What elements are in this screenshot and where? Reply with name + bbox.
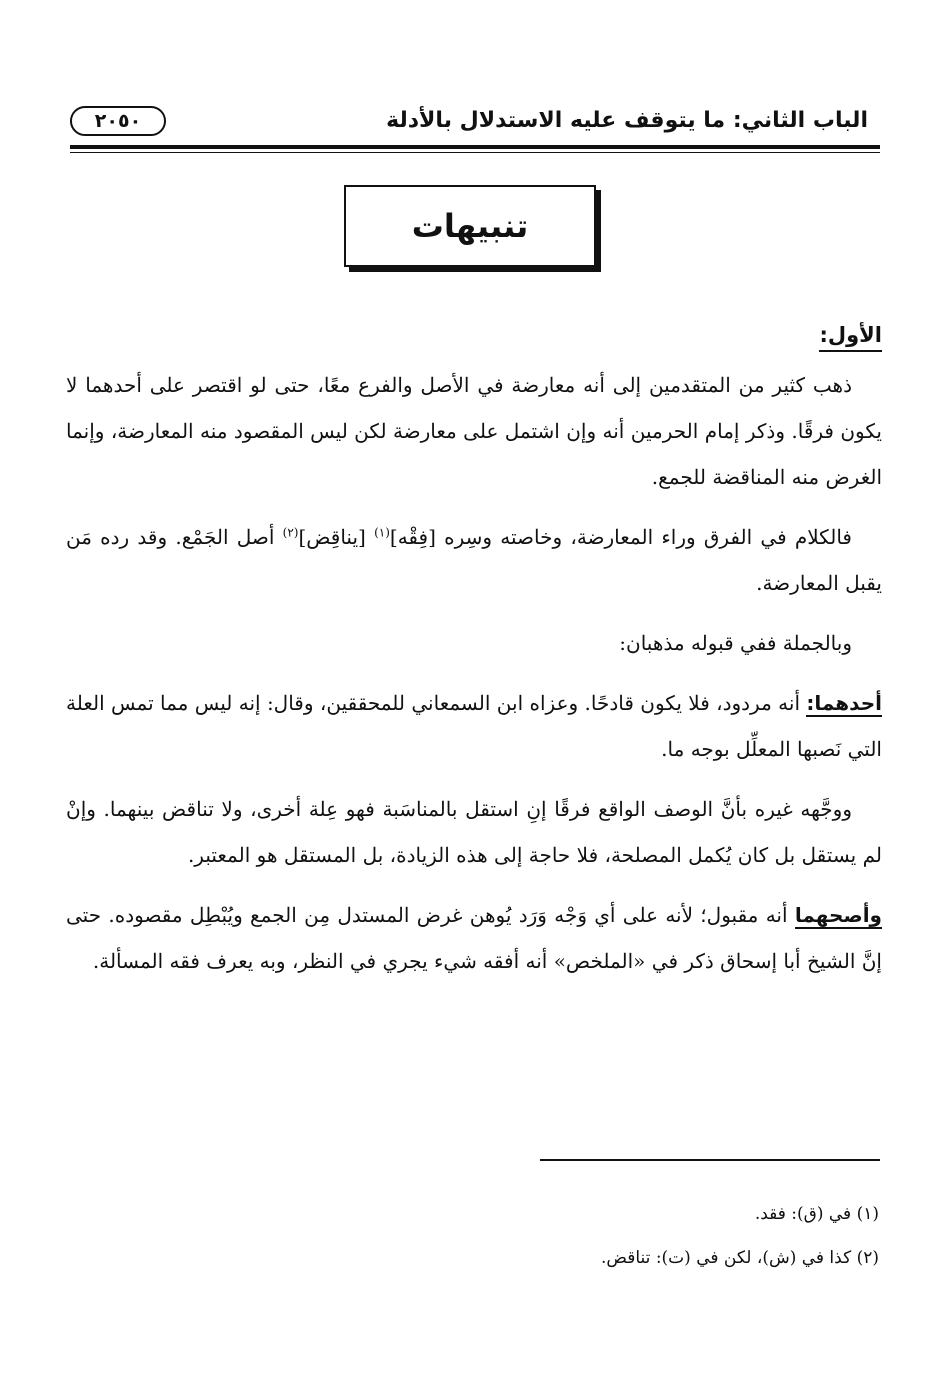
paragraph-5: ووجَّهه غيره بأنَّ الوصف الواقع فرقًا إنِ استقل بالمناسَبة فهو عِلة أخرى، ولا تناقض بينهما. وإنْ لم يستقل بل كان يُكمل المصلحة، فلا حاجة إلى هذه الزيادة، بل المستقل هو المعتبر. (66, 797, 882, 867)
paragraph-2-part-b: [يناقِض] (298, 525, 375, 549)
section-title-box (344, 185, 596, 267)
page-header (70, 104, 880, 144)
footnote-1: (١) في (ق): فقد. (754, 1204, 879, 1224)
paragraph-1: ذهب كثير من المتقدمين إلى أنه معارضة في الأصل والفرع معًا، حتى لو اقتصر على أحدهما لا يكون فرقًا. وذكر إمام الحرمين أنه وإن اشتمل على معارضة لكن ليس المقصود منه المعارضة، وإنما الغرض منه المناقضة للجمع. (66, 373, 882, 489)
paragraph-3: وبالجملة ففي قبوله مذهبان: (619, 631, 852, 655)
paragraph-4-text: أنه مردود، فلا يكون قادحًا. وعزاه ابن السمعاني للمحققين، وقال: إنه ليس مما تمس العلة التي نَصبها المعلِّل بوجه ما. (66, 691, 882, 761)
footnote-ref-1: (١) (374, 525, 390, 540)
footnote-ref-2: (٢) (282, 525, 299, 540)
header-rule-thin (70, 152, 880, 153)
paragraph-6-text: أنه مقبول؛ لأنه على أي وَجْه وَرَد يُوهن غرض المستدل مِن الجمع ويُبْطِل مقصوده. حتى إنَّ الشيخ أبا إسحاق ذكر في «الملخص» أنه أفقه شيء يجري في النظر، وبه يعرف فقه المسألة. (66, 903, 882, 973)
subheading-first: الأول: (819, 320, 882, 352)
main-text (66, 312, 882, 998)
paragraph-6 (66, 892, 882, 984)
header-rule-thick (70, 145, 880, 149)
footnote-2: (٢) كذا في (ش)، لكن في (ت): تناقض. (601, 1248, 879, 1268)
paragraph-4 (66, 680, 882, 772)
page-number: ٢٠٥٠ (70, 106, 166, 136)
paragraph-2-part-a: فالكلام في الفرق وراء المعارضة، وخاصته وسِره [فِقْه] (389, 525, 852, 549)
paragraph-2 (66, 514, 882, 606)
section-title: تنبيهات (411, 207, 529, 245)
paragraph-2-part-c: أصل الجَمْع. وقد رده مَن يقبل المعارضة. (66, 525, 882, 595)
running-title: الباب الثاني: ما يتوقف عليه الاستدلال بالأدلة (386, 108, 868, 133)
footnotes (63, 1192, 879, 1280)
paragraph-6-lead: وأصحهما (794, 903, 882, 927)
paragraph-4-lead: أحدهما: (806, 691, 882, 715)
footnote-separator (540, 1159, 880, 1161)
